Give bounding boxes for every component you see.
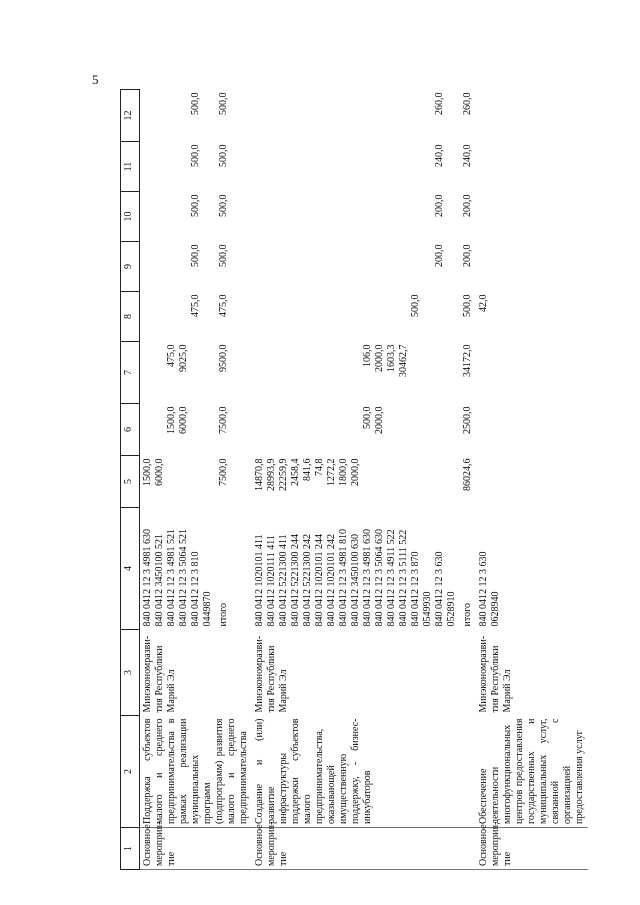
value bbox=[278, 195, 290, 239]
value bbox=[314, 245, 326, 289]
value bbox=[410, 407, 422, 453]
budget-code-line: 840 0412 12 3 5111 522 bbox=[398, 529, 409, 627]
value: 30462,7 bbox=[398, 344, 409, 377]
value bbox=[478, 245, 490, 289]
value bbox=[166, 245, 178, 289]
value: 22259,9 bbox=[278, 458, 289, 491]
total-label: итого bbox=[462, 603, 473, 627]
budget-code-line: 840 0412 12 3 4981 630 bbox=[362, 529, 373, 627]
value bbox=[266, 295, 278, 339]
col-header: 9 bbox=[121, 242, 140, 292]
budget-code-line: 840 0412 12 3 630 bbox=[478, 551, 489, 627]
value bbox=[266, 345, 278, 401]
total-value: 500,0 bbox=[218, 194, 229, 217]
value: 500,0 bbox=[190, 144, 201, 167]
cell-c1: Основное мероприя-тие bbox=[252, 828, 476, 870]
value bbox=[386, 407, 398, 453]
value bbox=[422, 407, 434, 453]
value bbox=[446, 459, 458, 505]
cell-c8-values bbox=[252, 292, 476, 342]
budget-code-line: 840 0412 12 3 4981 521 bbox=[166, 529, 177, 627]
value bbox=[434, 295, 446, 339]
value bbox=[154, 93, 166, 139]
value bbox=[478, 145, 490, 189]
value: 200,0 bbox=[434, 244, 445, 267]
total-value: 500,0 bbox=[462, 294, 473, 317]
value bbox=[338, 145, 350, 189]
value bbox=[362, 295, 374, 339]
value: 1272,2 bbox=[326, 458, 337, 486]
value bbox=[422, 295, 434, 339]
budget-code-line: 840 0412 5221300 244 bbox=[290, 534, 301, 627]
value: 28993,9 bbox=[266, 458, 277, 491]
value bbox=[178, 195, 190, 239]
value bbox=[446, 407, 458, 453]
value bbox=[422, 345, 434, 401]
value bbox=[338, 93, 350, 139]
value bbox=[374, 145, 386, 189]
value bbox=[338, 345, 350, 401]
value bbox=[278, 245, 290, 289]
cell-c3: Минэкономразви-тия Республики Марий Эл bbox=[142, 635, 177, 713]
value bbox=[338, 195, 350, 239]
total-value: 86024,6 bbox=[462, 458, 473, 491]
budget-code-line: 840 0412 1020101 242 bbox=[326, 534, 337, 627]
value: 6000,0 bbox=[154, 458, 165, 486]
table-row bbox=[140, 90, 253, 870]
value: 500,0 bbox=[190, 244, 201, 267]
value bbox=[326, 195, 338, 239]
value bbox=[410, 345, 422, 401]
value bbox=[314, 407, 326, 453]
budget-code-line: 840 0412 3450100 521 bbox=[154, 534, 165, 627]
value bbox=[302, 93, 314, 139]
value bbox=[478, 407, 490, 453]
value bbox=[154, 245, 166, 289]
budget-code-line: 840 0412 3450100 630 bbox=[350, 534, 361, 627]
value bbox=[202, 195, 214, 239]
value bbox=[422, 245, 434, 289]
value bbox=[326, 295, 338, 339]
value bbox=[446, 145, 458, 189]
value bbox=[278, 407, 290, 453]
cell-c8-values bbox=[476, 292, 588, 342]
value bbox=[490, 459, 502, 505]
cell-c6-values bbox=[140, 404, 253, 456]
col-header: 6 bbox=[121, 404, 140, 456]
value bbox=[434, 459, 446, 505]
value bbox=[386, 145, 398, 189]
value bbox=[254, 345, 266, 401]
value: 475,0 bbox=[190, 294, 201, 317]
value bbox=[142, 93, 154, 139]
cell-c5-values bbox=[140, 456, 253, 508]
value bbox=[446, 245, 458, 289]
value bbox=[254, 407, 266, 453]
value bbox=[290, 145, 302, 189]
budget-code-line: 840 0412 1020101 244 bbox=[314, 534, 325, 627]
value bbox=[362, 245, 374, 289]
value bbox=[398, 407, 410, 453]
value bbox=[290, 295, 302, 339]
cell-budget-codes bbox=[476, 508, 588, 630]
cell-c7-values bbox=[140, 342, 253, 404]
value bbox=[422, 195, 434, 239]
value bbox=[350, 195, 362, 239]
value bbox=[374, 459, 386, 505]
value bbox=[278, 295, 290, 339]
value bbox=[446, 93, 458, 139]
value: 42,0 bbox=[478, 294, 489, 312]
value bbox=[490, 345, 502, 401]
value bbox=[202, 295, 214, 339]
value bbox=[398, 245, 410, 289]
value bbox=[266, 145, 278, 189]
value: 1800,0 bbox=[338, 458, 349, 486]
value bbox=[362, 459, 374, 505]
cell-c10-values bbox=[252, 192, 476, 242]
table-body bbox=[140, 90, 589, 870]
col-header: 3 bbox=[121, 630, 140, 716]
value: 500,0 bbox=[190, 92, 201, 115]
cell-c12-values bbox=[140, 90, 253, 142]
value bbox=[154, 195, 166, 239]
value bbox=[386, 295, 398, 339]
value bbox=[278, 345, 290, 401]
budget-code-line: 0449870 bbox=[202, 591, 213, 627]
cell-budget-codes bbox=[140, 508, 253, 630]
value: 1500,0 bbox=[142, 458, 153, 486]
value bbox=[490, 295, 502, 339]
page-number: 5 bbox=[92, 72, 99, 87]
value bbox=[254, 145, 266, 189]
budget-code-line: 0549930 bbox=[422, 591, 433, 627]
value bbox=[254, 195, 266, 239]
budget-code-line: 840 0412 5221300 411 bbox=[278, 534, 289, 627]
table-row bbox=[476, 90, 588, 870]
value: 500,0 bbox=[410, 294, 421, 317]
budget-code-line: 840 0412 5221300 242 bbox=[302, 534, 313, 627]
value bbox=[254, 245, 266, 289]
value bbox=[350, 295, 362, 339]
value bbox=[374, 195, 386, 239]
value bbox=[386, 459, 398, 505]
value bbox=[166, 93, 178, 139]
value bbox=[142, 195, 154, 239]
budget-code-line: 840 0412 1020101 411 bbox=[254, 534, 265, 627]
cell-c12-values bbox=[476, 90, 588, 142]
value: 475,0 bbox=[166, 344, 177, 367]
value bbox=[374, 93, 386, 139]
value bbox=[350, 145, 362, 189]
value bbox=[190, 459, 202, 505]
total-value: 34172,0 bbox=[462, 344, 473, 377]
cell-c12-values bbox=[252, 90, 476, 142]
value bbox=[302, 407, 314, 453]
cell-c9-values bbox=[252, 242, 476, 292]
value: 2458,4 bbox=[290, 458, 301, 486]
cell-c9-values bbox=[140, 242, 253, 292]
value bbox=[446, 195, 458, 239]
total-value: 200,0 bbox=[462, 244, 473, 267]
value bbox=[398, 145, 410, 189]
col-header: 1 bbox=[121, 828, 140, 870]
value bbox=[410, 245, 422, 289]
value bbox=[410, 93, 422, 139]
value: 1603,3 bbox=[386, 344, 397, 372]
budget-code-line: 840 0412 12 3 630 bbox=[434, 551, 445, 627]
value: 500,0 bbox=[362, 406, 373, 429]
cell-c3: Минэкономразви-тия Республики Марий Эл bbox=[254, 635, 289, 713]
value bbox=[478, 93, 490, 139]
value bbox=[290, 93, 302, 139]
col-header: 12 bbox=[121, 90, 140, 142]
cell-c7-values bbox=[476, 342, 588, 404]
cell-c6-values bbox=[252, 404, 476, 456]
value bbox=[362, 195, 374, 239]
budget-code-line: 840 0412 12 3 4911 522 bbox=[386, 529, 397, 627]
value bbox=[350, 93, 362, 139]
value bbox=[338, 407, 350, 453]
value bbox=[478, 345, 490, 401]
value bbox=[278, 93, 290, 139]
value bbox=[154, 407, 166, 453]
value bbox=[490, 93, 502, 139]
budget-code-line: 0628940 bbox=[490, 591, 501, 627]
value: 500,0 bbox=[190, 194, 201, 217]
value bbox=[410, 195, 422, 239]
value: 240,0 bbox=[434, 144, 445, 167]
table-row bbox=[252, 90, 476, 870]
value bbox=[142, 407, 154, 453]
value bbox=[290, 195, 302, 239]
value bbox=[490, 145, 502, 189]
value: 200,0 bbox=[434, 194, 445, 217]
value bbox=[398, 459, 410, 505]
budget-table bbox=[120, 89, 588, 870]
value bbox=[142, 295, 154, 339]
value bbox=[142, 145, 154, 189]
total-value: 500,0 bbox=[218, 92, 229, 115]
cell-c2: Поддержка субъектов малого и среднего предпринимательства в рамках реализации муниципальных программ (подпрограмм) развития малого и среднего предпринимательства bbox=[140, 716, 253, 828]
value bbox=[178, 295, 190, 339]
value bbox=[254, 295, 266, 339]
value bbox=[154, 295, 166, 339]
total-value: 200,0 bbox=[462, 194, 473, 217]
value bbox=[398, 295, 410, 339]
cell-c2: Создание и (или) развитие инфраструктуры поддержки субъектов малого предпринимательства, оказывающей имущественную поддержку, - бизнес-инкубаторов bbox=[252, 716, 476, 828]
total-value: 9500,0 bbox=[218, 344, 229, 372]
value bbox=[314, 295, 326, 339]
value bbox=[386, 245, 398, 289]
cell-c11-values bbox=[476, 142, 588, 192]
value bbox=[338, 245, 350, 289]
value bbox=[446, 345, 458, 401]
value: 2000,0 bbox=[374, 406, 385, 434]
budget-code-line: 840 0412 12 3 5064 630 bbox=[374, 529, 385, 627]
value: 9025,0 bbox=[178, 344, 189, 372]
value bbox=[326, 93, 338, 139]
value: 6000,0 bbox=[178, 406, 189, 434]
value bbox=[362, 93, 374, 139]
value bbox=[422, 145, 434, 189]
value bbox=[154, 345, 166, 401]
value bbox=[386, 93, 398, 139]
col-header: 2 bbox=[121, 716, 140, 828]
value: 260,0 bbox=[434, 92, 445, 115]
col-header: 10 bbox=[121, 192, 140, 242]
value bbox=[266, 245, 278, 289]
cell-c7-values bbox=[252, 342, 476, 404]
budget-code-line: 840 0412 12 3 4981 630 bbox=[142, 529, 153, 627]
value bbox=[178, 459, 190, 505]
value: 74,8 bbox=[314, 458, 325, 476]
value bbox=[154, 145, 166, 189]
value bbox=[302, 195, 314, 239]
cell-c11-values bbox=[140, 142, 253, 192]
value bbox=[302, 295, 314, 339]
budget-code-line: 0528910 bbox=[446, 591, 457, 627]
value bbox=[302, 345, 314, 401]
value bbox=[202, 245, 214, 289]
budget-code-line: 840 0412 12 3 810 bbox=[190, 551, 201, 627]
col-header: 7 bbox=[121, 342, 140, 404]
value bbox=[374, 245, 386, 289]
value bbox=[290, 407, 302, 453]
total-value: 500,0 bbox=[218, 144, 229, 167]
value bbox=[166, 195, 178, 239]
total-value: 7500,0 bbox=[218, 406, 229, 434]
col-header: 5 bbox=[121, 456, 140, 508]
value bbox=[142, 345, 154, 401]
rotated-table-sheet bbox=[120, 90, 600, 870]
cell-budget-codes bbox=[252, 508, 476, 630]
value bbox=[326, 407, 338, 453]
col-header: 11 bbox=[121, 142, 140, 192]
value bbox=[478, 195, 490, 239]
value bbox=[350, 345, 362, 401]
value bbox=[446, 295, 458, 339]
col-header: 8 bbox=[121, 292, 140, 342]
cell-c6-values bbox=[476, 404, 588, 456]
value bbox=[410, 459, 422, 505]
value bbox=[490, 245, 502, 289]
value bbox=[290, 245, 302, 289]
value: 841,6 bbox=[302, 458, 313, 481]
value bbox=[202, 459, 214, 505]
value bbox=[190, 407, 202, 453]
value bbox=[326, 145, 338, 189]
value bbox=[266, 407, 278, 453]
budget-code-line: 840 0412 12 3 870 bbox=[410, 551, 421, 627]
value bbox=[302, 145, 314, 189]
value bbox=[266, 93, 278, 139]
budget-code-line: 840 0412 1020111 411 bbox=[266, 535, 277, 627]
value bbox=[202, 407, 214, 453]
value bbox=[422, 93, 434, 139]
cell-c5-values bbox=[252, 456, 476, 508]
value bbox=[434, 407, 446, 453]
value bbox=[410, 145, 422, 189]
value bbox=[178, 145, 190, 189]
value bbox=[254, 93, 266, 139]
value bbox=[338, 295, 350, 339]
value bbox=[302, 245, 314, 289]
value bbox=[178, 245, 190, 289]
value bbox=[326, 345, 338, 401]
budget-code-line: 840 0412 12 3 4981 810 bbox=[338, 529, 349, 627]
value bbox=[314, 145, 326, 189]
value bbox=[278, 145, 290, 189]
cell-c3: Минэкономразви-тия Республики Марий Эл bbox=[478, 635, 513, 713]
value bbox=[398, 195, 410, 239]
table-header bbox=[121, 90, 140, 870]
value: 106,0 bbox=[362, 344, 373, 367]
cell-c11-values bbox=[252, 142, 476, 192]
value bbox=[434, 345, 446, 401]
value bbox=[142, 245, 154, 289]
cell-c1: Основное мероприя-тие bbox=[140, 828, 253, 870]
budget-code-line: 840 0412 12 3 5064 521 bbox=[178, 529, 189, 627]
value bbox=[166, 145, 178, 189]
value bbox=[386, 195, 398, 239]
value bbox=[290, 345, 302, 401]
value bbox=[166, 295, 178, 339]
value bbox=[190, 345, 202, 401]
value bbox=[350, 407, 362, 453]
value bbox=[490, 407, 502, 453]
value bbox=[266, 195, 278, 239]
value bbox=[398, 93, 410, 139]
value bbox=[478, 459, 490, 505]
cell-c5-values bbox=[476, 456, 588, 508]
total-value: 7500,0 bbox=[218, 458, 229, 486]
cell-c1: Основное мероприя-тие bbox=[476, 828, 588, 870]
value bbox=[374, 295, 386, 339]
value: 1500,0 bbox=[166, 406, 177, 434]
col-header: 4 bbox=[121, 508, 140, 630]
value bbox=[362, 145, 374, 189]
value bbox=[326, 245, 338, 289]
value bbox=[314, 93, 326, 139]
value: 14870,8 bbox=[254, 458, 265, 491]
value bbox=[178, 93, 190, 139]
total-value: 500,0 bbox=[218, 244, 229, 267]
value: 2000,0 bbox=[350, 458, 361, 486]
total-value: 260,0 bbox=[462, 92, 473, 115]
total-value: 240,0 bbox=[462, 144, 473, 167]
value: 2000,0 bbox=[374, 344, 385, 372]
value bbox=[314, 345, 326, 401]
total-label: итого bbox=[218, 603, 229, 627]
total-value: 475,0 bbox=[218, 294, 229, 317]
value bbox=[202, 345, 214, 401]
total-value: 2500,0 bbox=[462, 406, 473, 434]
cell-c2: Обеспечение деятельности многофункциональных центров предоставления государственных и муниципальных услуг, связанной с организацией предоставления услуг bbox=[476, 716, 588, 828]
cell-c8-values bbox=[140, 292, 253, 342]
cell-c10-values bbox=[476, 192, 588, 242]
value bbox=[422, 459, 434, 505]
cell-c10-values bbox=[140, 192, 253, 242]
cell-c9-values bbox=[476, 242, 588, 292]
value bbox=[314, 195, 326, 239]
value bbox=[166, 459, 178, 505]
value bbox=[350, 245, 362, 289]
value bbox=[490, 195, 502, 239]
value bbox=[202, 93, 214, 139]
value bbox=[202, 145, 214, 189]
